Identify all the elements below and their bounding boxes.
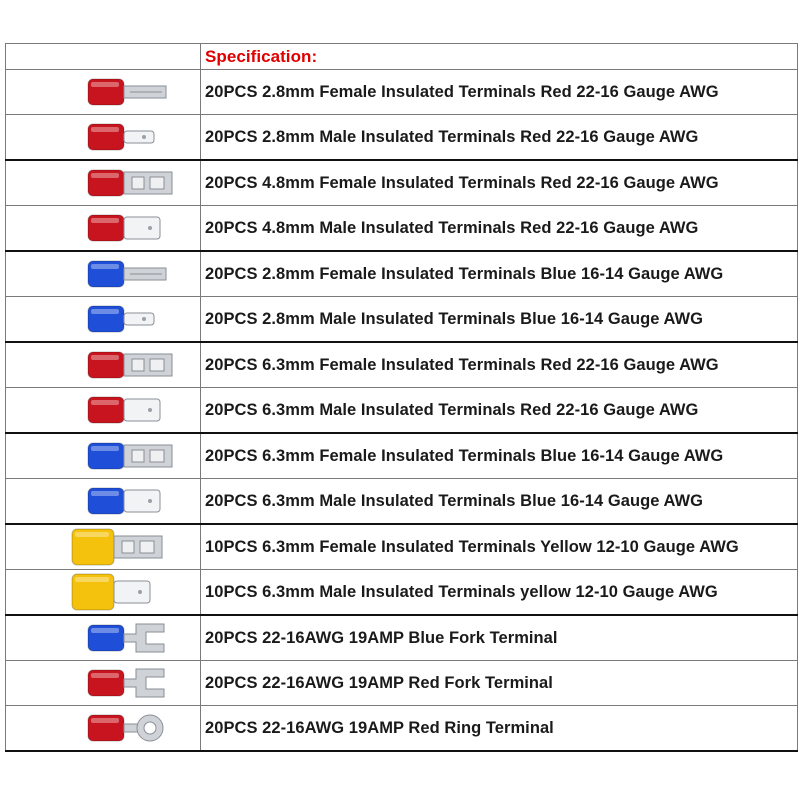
terminal-image [84,70,196,114]
terminal-image-cell [6,433,201,479]
table-row [6,479,798,525]
terminal-image-cell [6,388,201,434]
table-row [6,661,798,706]
terminal-image [84,706,196,750]
terminal-spec-text: 20PCS 22-16AWG 19AMP Red Fork Terminal [201,661,798,706]
terminal-spec-text: 20PCS 6.3mm Female Insulated Terminals Blue 16-14 Gauge AWG [201,433,798,479]
table-row [6,433,798,479]
header-blank-cell [6,44,201,70]
terminal-image-cell [6,297,201,343]
terminal-image-cell [6,615,201,661]
terminal-image [84,479,196,523]
terminal-spec-text: 20PCS 2.8mm Female Insulated Terminals Blue 16-14 Gauge AWG [201,251,798,297]
terminal-image [84,115,196,159]
table-row [6,206,798,252]
terminal-spec-text: 20PCS 2.8mm Female Insulated Terminals Red 22-16 Gauge AWG [201,70,798,115]
table-row [6,115,798,161]
terminal-image [84,434,196,478]
specification-table [5,43,798,752]
terminal-image [84,343,196,387]
terminal-image [84,206,196,250]
terminal-image-cell [6,524,201,570]
terminal-image [84,161,196,205]
terminal-spec-text: 20PCS 2.8mm Male Insulated Terminals Red 22-16 Gauge AWG [201,115,798,161]
header-row [6,44,798,70]
table-row [6,570,798,616]
terminal-image-cell [6,661,201,706]
terminal-image-cell [6,570,201,616]
table-row [6,251,798,297]
terminal-spec-text: 20PCS 4.8mm Female Insulated Terminals Red 22-16 Gauge AWG [201,160,798,206]
terminal-spec-text: 20PCS 22-16AWG 19AMP Red Ring Terminal [201,706,798,752]
terminal-image-cell [6,706,201,752]
table-row [6,388,798,434]
terminal-image-cell [6,479,201,525]
table-row [6,160,798,206]
terminal-spec-text: 20PCS 6.3mm Female Insulated Terminals Red 22-16 Gauge AWG [201,342,798,388]
table-row [6,706,798,752]
terminal-image [84,661,196,705]
table-row [6,70,798,115]
table-row [6,297,798,343]
terminal-spec-text: 20PCS 2.8mm Male Insulated Terminals Blue 16-14 Gauge AWG [201,297,798,343]
specification-title: Specification: [201,44,798,70]
terminal-spec-text: 20PCS 6.3mm Male Insulated Terminals Red 22-16 Gauge AWG [201,388,798,434]
terminal-image-cell [6,160,201,206]
terminal-spec-text: 20PCS 22-16AWG 19AMP Blue Fork Terminal [201,615,798,661]
table-row [6,524,798,570]
terminal-image-cell [6,70,201,115]
terminal-image [84,388,196,432]
terminal-image [84,616,196,660]
table-row [6,615,798,661]
terminal-image [84,252,196,296]
terminal-image-cell [6,115,201,161]
terminal-image [84,297,196,341]
terminal-spec-text: 10PCS 6.3mm Male Insulated Terminals yellow 12-10 Gauge AWG [201,570,798,616]
terminal-image [68,570,180,614]
terminal-image-cell [6,342,201,388]
terminal-image [68,525,180,569]
terminal-spec-text: 20PCS 6.3mm Male Insulated Terminals Blue 16-14 Gauge AWG [201,479,798,525]
terminal-image-cell [6,206,201,252]
terminal-spec-text: 20PCS 4.8mm Male Insulated Terminals Red 22-16 Gauge AWG [201,206,798,252]
terminal-spec-text: 10PCS 6.3mm Female Insulated Terminals Yellow 12-10 Gauge AWG [201,524,798,570]
terminal-image-cell [6,251,201,297]
table-row [6,342,798,388]
